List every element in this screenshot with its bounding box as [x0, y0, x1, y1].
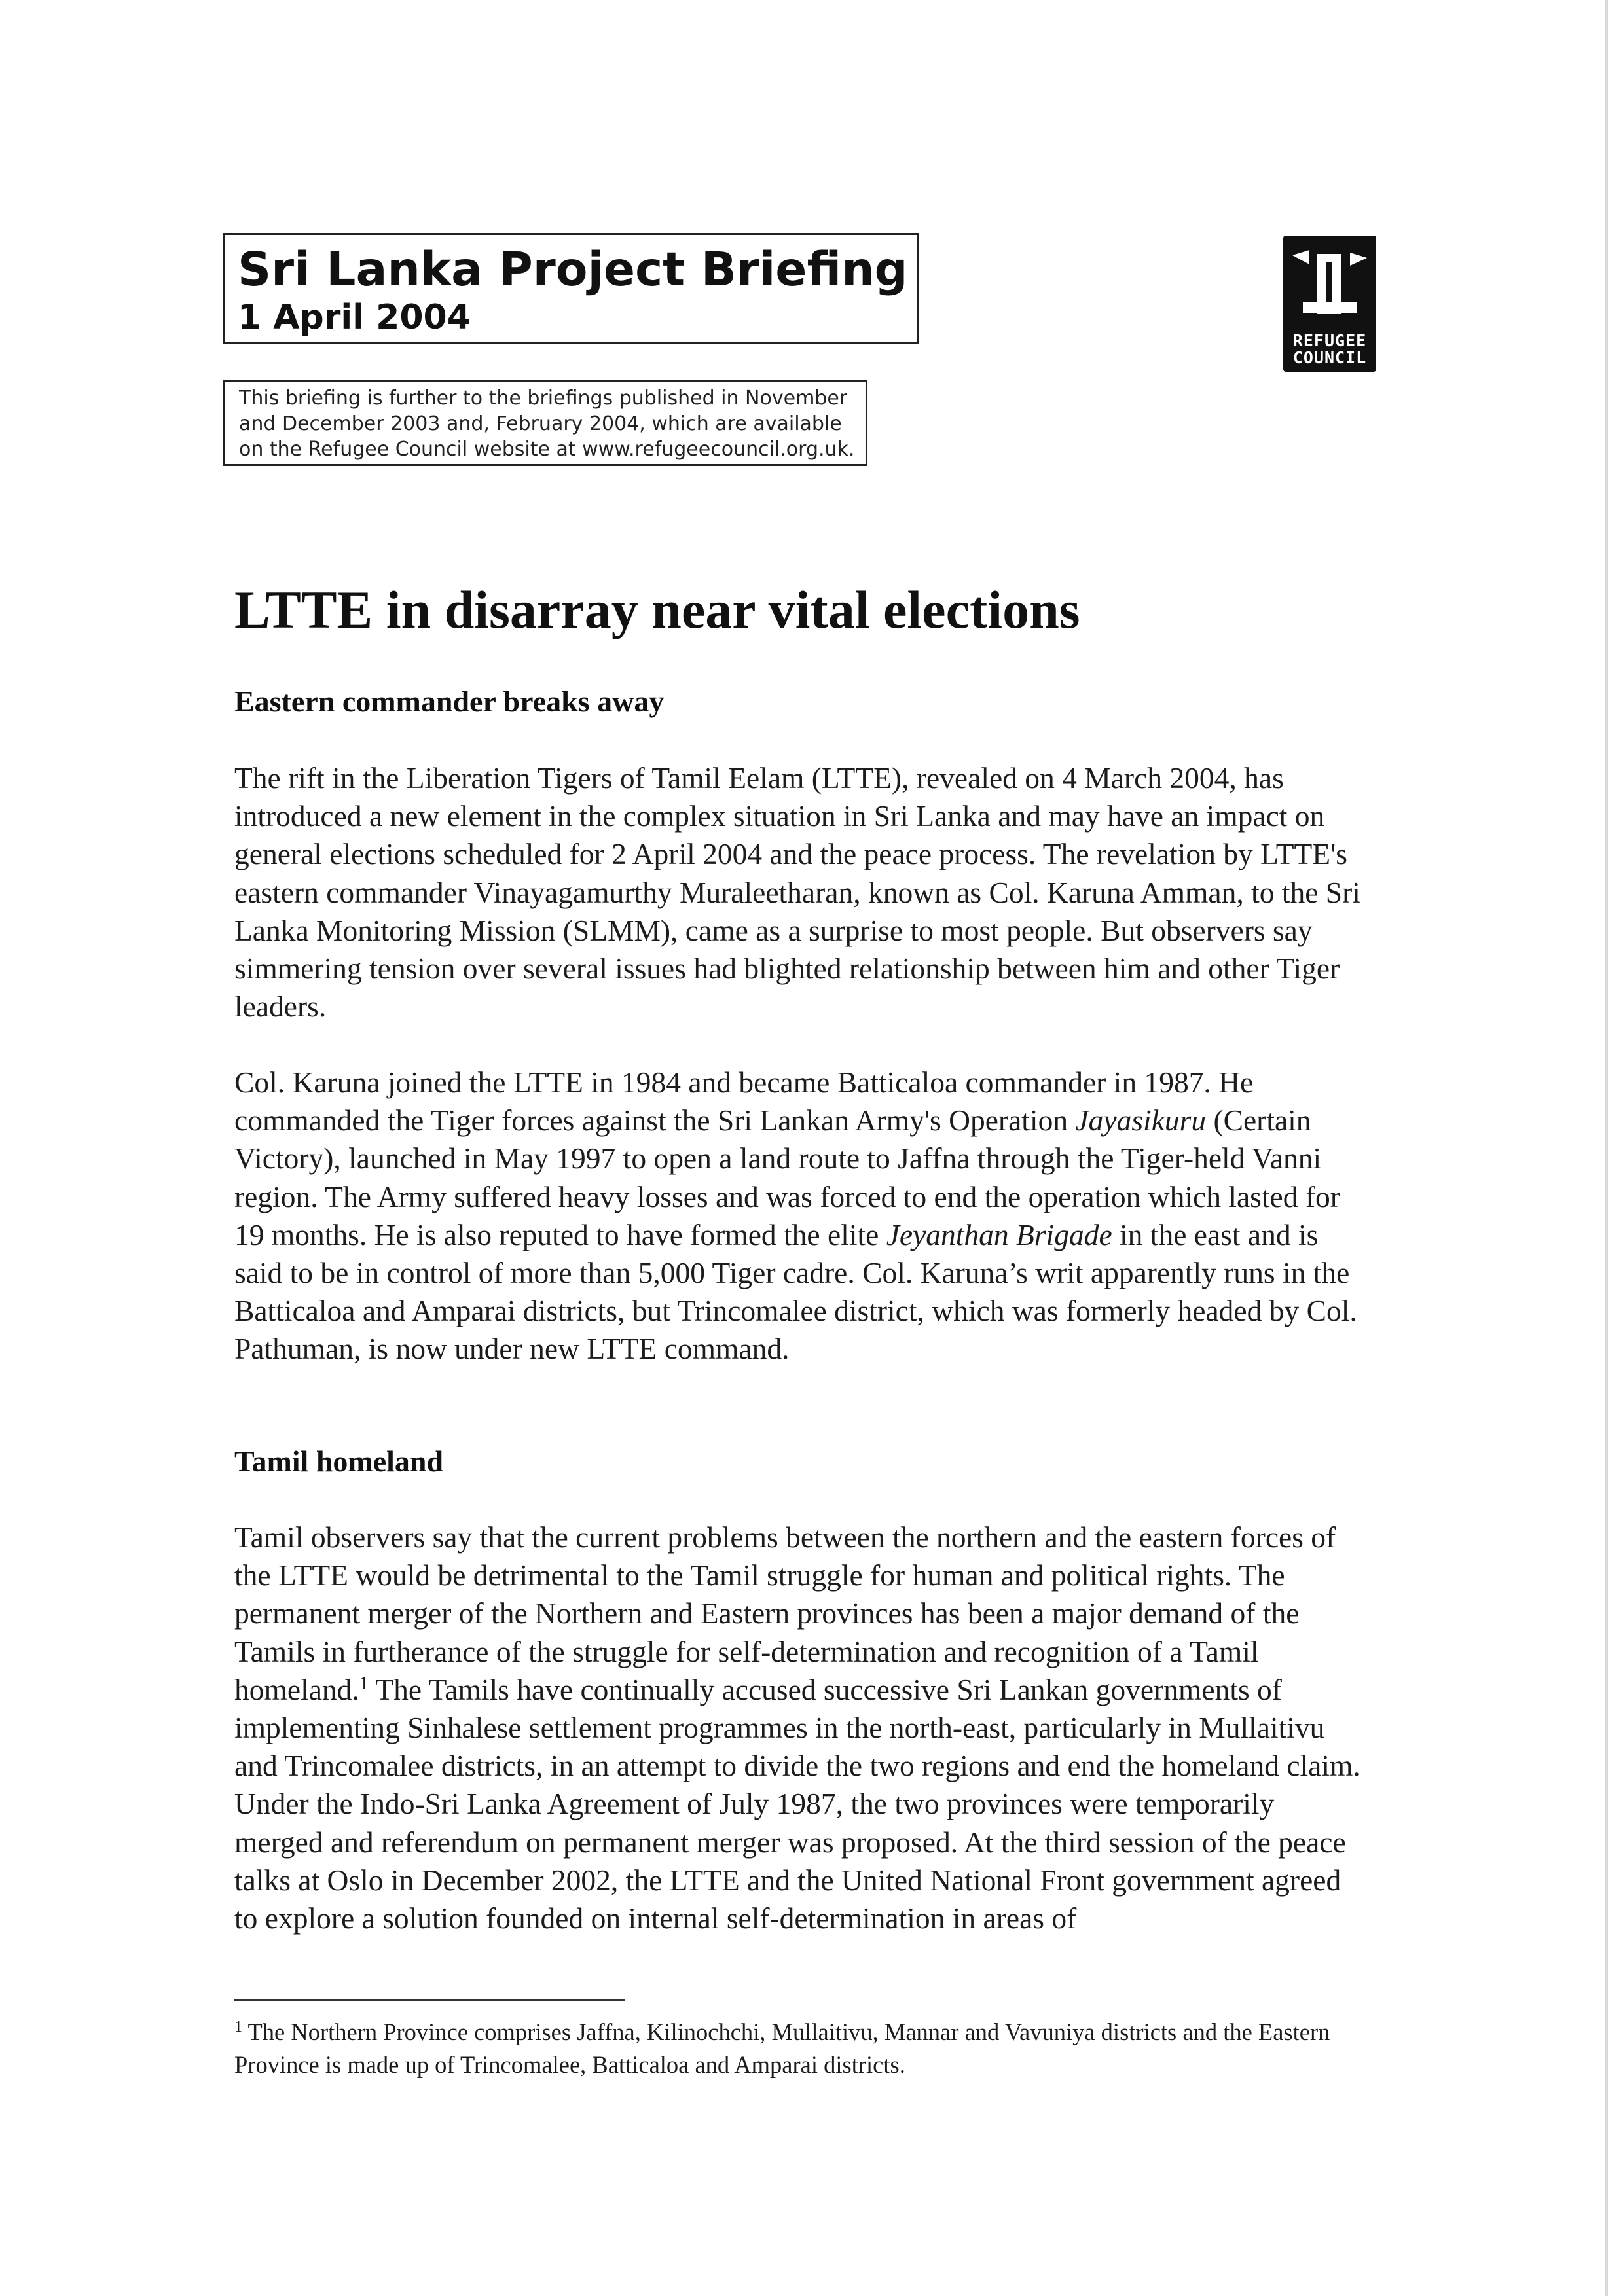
paragraph-text: The Tamils have continually accused successive Sri Lankan governments of implementing Sinhalese settlement programmes in the north-east, particularly in Mullaitivu and Trincomalee districts, in an attempt to divide the two regions and end the homeland claim. Under the Indo-Sri Lanka Agreement of July 1987, the two provinces were temporarily merged and referendum on permanent merger was proposed. At the third session of the peace talks at Oslo in December 2002, the LTTE and the United National Front government agreed to explore a solution founded on internal self-determination in areas of — [234, 1672, 1360, 1935]
page-edge — [1605, 0, 1608, 2296]
paragraph-text: in the east and is said to be in control of more than 5,000 Tiger cadre. Col. Karuna’s writ apparently runs in the Batticaloa and Amparai districts, but Trincomalee district, which was formerly headed by Col. Pathuman, is now under new LTTE command. — [234, 1217, 1357, 1366]
paragraph-text: Tamil observers say that the current problems between the northern and the eastern forces of the LTTE would be detrimental to the Tamil struggle for human and political rights. The permanent merger of the Northern and Eastern provinces has been a major demand of the Tamils in furtherance of the struggle for self-determination and recognition of a Tamil homeland. — [234, 1520, 1336, 1706]
briefing-title: Sri Lanka Project Briefing — [238, 242, 908, 296]
footnote-text: The Northern Province comprises Jaffna, Kilinochchi, Mullaitivu, Mannar and Vavuniya districts and the Eastern Province is made up of Trincomalee, Batticaloa and Amparai districts. — [234, 2018, 1330, 2078]
operation-name: Jayasikuru — [1075, 1103, 1207, 1138]
footnote — [234, 2016, 1370, 2081]
briefing-note-line: on the Refugee Council website at www.refugeecouncil.org.uk. — [239, 438, 855, 461]
paragraph-tamil-homeland — [234, 1518, 1370, 1937]
briefing-date: 1 April 2004 — [238, 298, 471, 337]
briefing-title-box — [223, 233, 919, 344]
briefing-note-box — [223, 380, 867, 466]
paragraph-karuna — [234, 1064, 1370, 1369]
footnote-marker: 1 — [234, 2018, 242, 2036]
paragraph-rift: The rift in the Liberation Tigers of Tamil Eelam (LTTE), revealed on 4 March 2004, has introduced a new element in the complex situation in Sri Lanka and may have an impact on general elections scheduled for 2 April 2004 and the peace process. The revelation by LTTE's eastern commander Vinayagamurthy Muraleetharan, known as Col. Karuna Amman, to the Sri Lanka Monitoring Mission (SLMM), came as a surprise to most people. But observers say simmering tension over several issues had blighted relationship between him and other Tiger leaders. — [234, 761, 1360, 1024]
footnote-reference: 1 — [359, 1673, 369, 1694]
section-heading-eastern-commander: Eastern commander breaks away — [234, 685, 665, 718]
paragraph-text: (Certain Victory), launched in May 1997 to open a land route to Jaffna through the Tiger-held Vanni region. The Army suffered heavy losses and was forced to end the operation which lasted for 19 months. He is also reputed to have formed the elite — [234, 1103, 1340, 1251]
logo-text-council: COUNCIL — [1292, 348, 1367, 367]
footnote-divider — [234, 1999, 625, 2001]
paragraph-text: Col. Karuna joined the LTTE in 1984 and became Batticaloa commander in 1987. He commanded the Tiger forces against the Sri Lankan Army's Operation — [234, 1066, 1254, 1138]
briefing-note-line: This briefing is further to the briefings published in November — [239, 387, 848, 410]
logo-text-refugee: REFUGEE — [1292, 331, 1367, 350]
refugee-council-mark — [1283, 236, 1376, 334]
article-headline: LTTE in disarray near vital elections — [234, 580, 1080, 639]
brigade-name: Jeyanthan Brigade — [886, 1217, 1112, 1251]
section-heading-tamil-homeland: Tamil homeland — [234, 1444, 444, 1478]
briefing-note-line: and December 2003 and, February 2004, which are available — [239, 412, 842, 435]
refugee-council-logo-icon — [1283, 236, 1376, 372]
